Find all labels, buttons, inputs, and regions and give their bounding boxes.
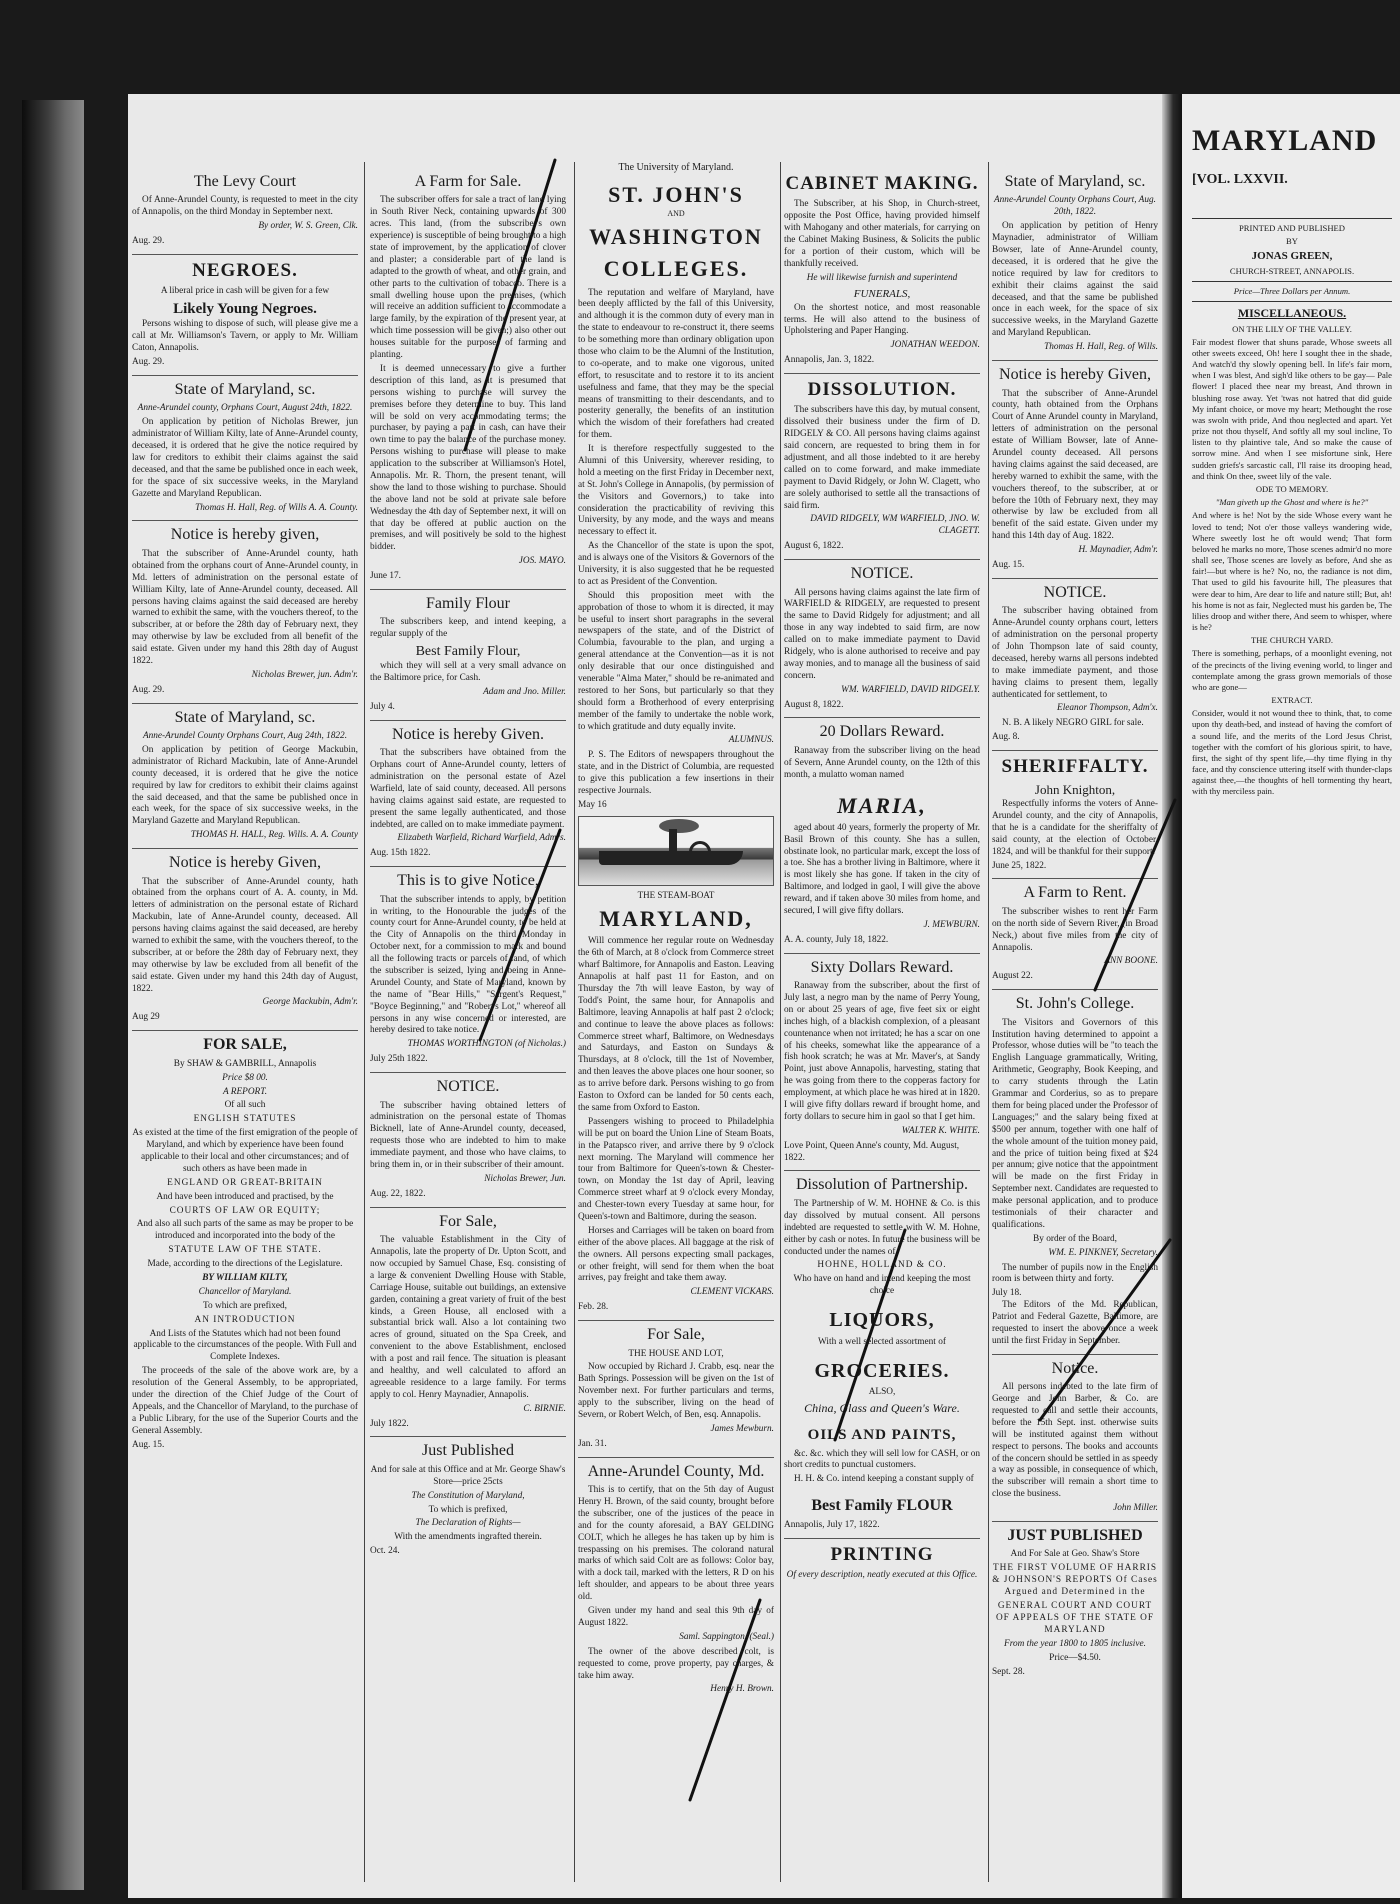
steamboat-text-3: Horses and Carriages will be taken on board from either of the above places. All baggage at the risk of the owners. All persons expecting small packages, or other freight, will send for them when the boat arrives, pay freight and take them away.: [578, 1225, 774, 1284]
farm-sale-text: The subscriber offers for sale a tract of land lying in South River Neck, containing upwards of 300 acres. This land, (from the subscriber's own experience) is susceptible of being brought to a high state of improvement, by the application of clover and plaster; a considerable part of the land is adapted to the growth of wheat, and other grain, and other parts to the cultivation of tobacco. There is a small dwelling house upon the premises, (which will receive an addition sufficient to accommodate a large family, by the expiration of the present year, at which time possession will be given;) also other out houses suitable for the purposes of farming and planting.: [370, 195, 566, 361]
estray-text-2: Given under my hand and seal this 9th day of August 1822.: [578, 1606, 774, 1628]
publisher-name: JONAS GREEN,: [1251, 250, 1333, 263]
college-by-order: By order of the Board,: [1033, 1233, 1117, 1244]
family-flour-subheading: Best Family Flour,: [415, 644, 521, 660]
steamboat-illustration: [578, 816, 774, 886]
for-sale-house-heading: For Sale,: [370, 1207, 566, 1232]
hull-shape: [599, 851, 743, 865]
family-flour-signature: Adam and Jno. Miller.: [483, 686, 566, 697]
notice-text-2: That the subscriber of Anne-Arundel county, hath obtained from the orphans court of A. A. county, in Md. letters of administration on the personal estate of Richard Mackubin, late of Anne-Arundel county, deceased. All persons having claims against the said deceased, are hereby warned to exhibit the same, with the vouchers thereof, to the subscriber, at or before the 28th day of February next, they may otherwise by law be excluded from all benefit of the said estate. Given under my hand this 24th day of August, 1822.: [132, 876, 358, 994]
for-sale-house-date: July 1822.: [370, 1418, 409, 1429]
for-sale-statute-law: STATUTE LAW OF THE STATE.: [168, 1245, 322, 1256]
farm-rent-text: The subscriber wishes to rent her Farm on the north side of Severn River, (in Broad Neck,) about five miles from the city of Annapolis.: [992, 906, 1158, 953]
state-md-text-2: On application by petition of George Mackubin, administrator of Richard Mackubin, late of Anne-Arundel county deceased, it is ordered that he give the notice required by law for creditors to exhibit their claims against the said deceased, and that the same be published once in each week, for the space of six successive weeks, in the Maryland Gazette and Maryland Republican.: [132, 744, 358, 827]
family-flour-date: July 4.: [370, 701, 395, 712]
estray-heading: Anne-Arundel County, Md.: [578, 1457, 774, 1482]
for-sale-of: Of all such: [224, 1100, 266, 1111]
cabinet-text: The Subscriber, at his Shop, in Church-street, opposite the Post Office, having provided himself with Mahogany and other materials, for carrying on the Cabinet Making Business, & Solicits the public for a portion of their custom, which will be thankfully received.: [784, 199, 980, 269]
printing-text: Of every description, neatly executed at this Office.: [786, 1569, 978, 1580]
column-1: [132, 162, 358, 1882]
notice-heading-1: Notice is hereby given,: [132, 520, 358, 545]
for-sale-price: Price $8 00.: [222, 1072, 268, 1083]
negroes-text: Persons wishing to dispose of such, will please give me a call at Mr. Williamson's Tavern, or apply to Mr. William Caton, Annapolis.: [132, 319, 358, 354]
divider: [1192, 281, 1392, 282]
notice-heading-3: Notice is hereby Given.: [370, 720, 566, 745]
reward-20-name: MARIA,: [837, 792, 927, 818]
notice-heading-2: Notice is hereby Given,: [132, 848, 358, 873]
house-lot-text: Now occupied by Richard J. Crabb, esq. near the Bath Springs. Possession will be given on the 1st of November next. For further particulars and terms, apply to the subscriber, living on the head of Severn, or Robert Welch, of Ben, esq. Annapolis.: [578, 1362, 774, 1420]
extract-text: Consider, would it not wound thee to think, that, to come upon thy death-bed, and instead of having the comfort of a sound life, and the merits of the Lord Jesus Christ, together with the comfort of his glorious spirit, to have, first, the sight of thy spent life,—thy time flying in thy face, and thy conscience uttering itself with thunder-claps against thee,—the thoughts of hell tormenting thy heart, with thy merciless pain.: [1192, 708, 1392, 797]
state-md-signature-2: THOMAS H. HALL, Reg. Wills. A. A. County: [190, 830, 358, 841]
levy-court-signature: By order, W. S. Green, Clk.: [258, 221, 358, 232]
university-ps: P. S. The Editors of newspapers throughout the state, and in the District of Columbia, are requested to give this publication a few insertions in their respective Journals.: [578, 750, 774, 797]
notice-signature-5: WM. WARFIELD, DAVID RIDGELY.: [841, 684, 980, 695]
column-3: [578, 162, 774, 1882]
column-5: [992, 162, 1158, 1882]
partnership-flour: Best Family FLOUR: [811, 1497, 953, 1515]
printing-heading: PRINTING: [784, 1538, 980, 1567]
divider: [1192, 218, 1392, 219]
dissolution-text: The subscribers have this day, by mutual consent, dissolved their business under the firm of D. RIDGELY & CO. All persons having claims against said concern, are requested to bring them in for adjustment, and all those indebted to it are hereby called on to come forward, and make immediate payment to David Ridgely, or John W. Clagett, who are solely authorised to settle all the transactions of said firm.: [784, 405, 980, 511]
poem-lily-text: Fair modest flower that shuns parade, Whose sweets all other sweets exceed, Oh! here I sought thee in the shade, And watch'd thy slowly opening bell. In life's fair morn, when I was blest, And sigh'd like others to be gay— Pale flower! I placed thee near my breast, And thrown in blushing rose away. Yet 'twas not hatred that did guide My infant choice, or move my heart; Methought the rose was swoln with pride, And thou neglected and apart. Yet prize not thou thyself, And softly all my soul incline, To listen to thy plaintive tale, And so make the cause of sorrow mine. And when I see misfortune sink, Here sudden griefs's sarcastic call, I'll raise its drooping head, and think On thee, sweet lily of the vale.: [1192, 336, 1392, 481]
university-text-3: As the Chancellor of the state is upon the spot, and is always one of the Visitors & Governors of the University, it is also suggested that he be requested to act as President of the Convention.: [578, 541, 774, 587]
partnership-text-4: &c. &c. which they will sell low for CASH, or on short credits to punctual customers.: [784, 1448, 980, 1471]
sheriffalty-date: June 25, 1822.: [992, 860, 1047, 871]
dissolution-signature: DAVID RIDGELY, WM WARFIELD, JNO. W. CLAGETT.: [810, 514, 980, 537]
reward-60-signature: WALTER K. WHITE.: [901, 1125, 980, 1136]
partnership-text-5: H. H. & Co. intend keeping a constant supply of: [794, 1474, 974, 1485]
for-sale-heading: FOR SALE,: [132, 1030, 358, 1055]
for-sale-introduction: AN INTRODUCTION: [194, 1314, 296, 1325]
for-sale-house-text: The valuable Establishment in the City of Annapolis, late the property of Dr. Upton Scott, and now occupied by Samuel Chase, Esq. consisting of a large & convenient Dwelling House with Stable, Carriage House, suitable out buildings, an extensive garden, containing a great variety of fruit of the best kinds, a Green House, all enclosed with a substantial brick wall. Also a lot containing two acres of ground, situated on the Spa Creek, and convenient to the above Establishment, enclosed with a post and rail fence. The situation is pleasant and healthy, and well calculated to afford an agreeable residence to a large family. For terms apply to col. Henry Maynadier, Annapolis.: [370, 1235, 566, 1400]
sheriffalty-name: John Knighton,: [1034, 782, 1116, 798]
for-sale-england: ENGLAND OR GREAT-BRITAIN: [167, 1177, 323, 1188]
reward-60-text: Ranaway from the subscriber, about the first of July last, a negro man by the name of Perry Young, on or about 25 years of age, five feet six or eight inches high, of a blackish complexion, of a pleasant countenance when not irritated; he has a scar on one of his cheeks, somewhat like the appearance of a fish hook scratch; he was at Mr. Maver's, at Sandy Point, just above Annapolis, harvesting, stating that he was going from there to the copperas factory for employment, at which place he was hired at in 1820. I will give fifty dollars reward if brought home, and forty dollars to secure him in gaol so that I get him.: [784, 981, 980, 1122]
notice-heading-5: NOTICE.: [784, 559, 980, 584]
farm-rent-date: August 22.: [992, 971, 1033, 982]
for-sale-courts: COURTS OF LAW OR EQUITY;: [169, 1205, 321, 1216]
notice-date-4: Aug. 22, 1822.: [370, 1188, 426, 1199]
negroes-heading: NEGROES.: [132, 254, 358, 283]
partnership-also: ALSO,: [868, 1387, 896, 1398]
notice-date-1: Aug. 29.: [132, 684, 165, 695]
publisher-street: CHURCH-STREET, ANNAPOLIS.: [1229, 265, 1355, 276]
state-md-heading-1: State of Maryland, sc.: [132, 375, 358, 400]
for-sale-date: Aug. 15.: [132, 1439, 165, 1450]
university-text: The reputation and welfare of Maryland, have been deeply afflicted by the fall of this University, and although it is the common duty of every man in the state to endeavour to re-construct it, there seems to be something more than ordinary obligation upon those who claim to be the Alumni of the Institution, to co-operate, and to make one vigorous, united effort, to resuscitate and to restore it to its ancient usefulness and fame, that they may be the special means of transmitting to their descendants, and to posterity generally, the benefits of an institution which the wisdom of their forefathers had created for them.: [578, 287, 774, 441]
book-binding: [22, 100, 84, 1890]
reports-text-2: THE FIRST VOLUME OF HARRIS & JOHNSON'S REPORTS Of Cases Argued and Determined in the: [992, 1563, 1158, 1598]
partnership-date: Annapolis, July 17, 1822.: [784, 1519, 880, 1530]
notice-text-7: The subscriber having obtained from Anne-Arundel county orphans court, letters of administration on the personal property of John Thompson late of said county, deceased, hereby warns all persons indebted to make immediate payment, and those having claims to present them, legally authenticated for settlement, to: [992, 606, 1158, 700]
for-sale-report: A REPORT.: [222, 1086, 268, 1097]
cabinet-date: Annapolis, Jan. 3, 1822.: [784, 355, 875, 366]
partnership-heading: Dissolution of Partnership.: [784, 1170, 980, 1195]
farm-sale-date: June 17.: [370, 571, 401, 582]
volume-number: [VOL. LXXVII.: [1192, 172, 1288, 187]
state-md-heading-2: State of Maryland, sc.: [132, 703, 358, 728]
college-date: July 18.: [992, 1288, 1022, 1299]
church-yard-text: There is something, perhaps, of a moonlight evening, not of the precincts of the living evening world, to linger and contemplate among the grass grown memorials of those who are gone—: [1192, 648, 1392, 692]
notice-signature-6: H. Maynadier, Adm'r.: [1078, 545, 1158, 556]
notice-text-4: The subscriber having obtained letters of administration on the personal estate of Thomas Bicknell, late of Anne-Arundel county, deceased, requests those who are indebted to him to make immediate payment, and those who have claims, to bring them in, or in their subscriber of their amount.: [370, 1100, 566, 1171]
right-column: [1192, 214, 1392, 800]
for-sale-author: BY WILLIAM KILTY,: [202, 1272, 288, 1283]
reports-heading: JUST PUBLISHED: [992, 1521, 1158, 1546]
farm-rent-signature: ANN BOONE.: [1104, 956, 1158, 967]
partnership-text: The Partnership of W. M. HOHNE & Co. is this day dissolved by mutual consent. All persons indebted are requested to settle with W. M. Hohne, either by cash or notes. In future the business will be conducted under the names of: [784, 1198, 980, 1257]
extract-title: EXTRACT.: [1271, 695, 1313, 706]
for-sale-statutes: ENGLISH STATUTES: [193, 1114, 297, 1125]
family-flour-text: which they will sell at a very small advance on the Baltimore price, for Cash.: [370, 661, 566, 684]
for-sale-made: Made, according to the directions of the Legislature.: [147, 1259, 343, 1270]
negroes-subheading: Likely Young Negroes.: [173, 301, 317, 318]
house-lot-signature: James Mewburn.: [710, 1423, 774, 1434]
just-published-constitution: The Constitution of Maryland,: [411, 1490, 525, 1501]
estray-text-3: The owner of the above described colt, is requested to come, prove property, pay charges, & take him away.: [578, 1646, 774, 1681]
partnership-groceries: GROCERIES.: [814, 1359, 950, 1382]
column-rule: [364, 162, 365, 1882]
reward-20-date: A. A. county, July 18, 1822.: [784, 934, 889, 945]
college-text: The Visitors and Governors of this Institution having determined to appoint a Professor, whose duties will be "to teach the English Language grammatically, Writing, Arithmetic, Geography, Book Keeping, and to carry students through the Latin Grammar and Corderius, so as to prepare them for being placed under the Professor of Languages;" and the salary being fixed at $500 per annum, together with one half of the whole amount of the tuition money paid, and the price of tuition being fixed at $24 per annum; give notice that the appointment will be made on the first Friday in September next. Candidates are requested to make personal application, and to produce testimonials of their character and qualifications.: [992, 1017, 1158, 1230]
for-sale-text: As existed at the time of the first emigration of the people of Maryland, and which by experience have been found applicable to their local and other circumstances; and of such others as have been made in: [132, 1128, 358, 1174]
notice-signature-1: Nicholas Brewer, jun. Adm'r.: [251, 669, 358, 680]
column-4: [784, 162, 980, 1882]
state-md-court-1: Anne-Arundel county, Orphans Court, August 24th, 1822.: [137, 403, 353, 414]
reward-20-text: Ranaway from the subscriber living on the head of Severn, Anne Arundel county, on the 12th of this month, a mulatto woman named: [784, 745, 980, 780]
give-notice-text: That the subscriber intends to apply, by petition in writing, to the Honourable the judges of the county court for Anne-Arundel county, to be held at the City of Annapolis on the third Monday in October next, for a commission to mark and bound all the following tracts or parcels of land, of which the subscriber is seized, lying and being in Anne-Arundel County, and State of Maryland, known by the name of "Bear Hills," "Sargent's Request," "Boyce Beginning," and "Robert's Lot," whereof all persons in any wise concerned or interested, are hereby desired to take notice.: [370, 894, 566, 1036]
notice-date-7: Aug. 8.: [992, 732, 1020, 743]
newspaper-page-right: [1182, 94, 1400, 1898]
house-lot-date: Jan. 31.: [578, 1438, 607, 1449]
estray-text: This is to certify, that on the 5th day of August Henry H. Brown, of the said county, brought before the subscriber, one of the justices of the peace in and for the county aforesaid, a BAY GELDING COLT, which he alleges he has taken up by him is trespassing on his premises. The colorand natural marks of which said Colt are as follows: Color bay, with a dock tail, marked with the letters, R D on his left shoulder, and appears to be about three years old.: [578, 1485, 774, 1603]
notice-text-6: That the subscriber of Anne-Arundel county, hath obtained from the Orphans Court of Anne Arundel county in Maryland, letters of administration on the personal estate of William Bowser, late of Anne-Arundel county deceased. All persons having claims against the said deceased, are hereby warned to exhibit the same, with the vouchers thereof, to the subscriber, at or before the 10th of February next, they may otherwise by law be excluded from all benefit of the said estate. Given under my hand this 14th day of Aug. 1822.: [992, 388, 1158, 542]
steamboat-signature: CLEMENT VICKARS.: [690, 1287, 774, 1298]
state-md-signature-1: Thomas H. Hall, Reg. of Wills A. A. County.: [195, 502, 358, 513]
college-text-2: The number of pupils now in the English room is between thirty and forty.: [992, 1262, 1158, 1285]
family-flour-heading: Family Flour: [370, 589, 566, 614]
give-notice-signature: THOMAS WORTHINGTON (of Nicholas.): [407, 1039, 566, 1050]
for-sale-chancellor: Chancellor of Maryland.: [198, 1286, 292, 1297]
column-rule: [780, 162, 781, 1882]
university-date: May 16: [578, 799, 607, 810]
notice-text-8: All persons indebted to the late firm of George and John Barber, & Co. are requested to call and settle their accounts, before the 15th Sept. inst. otherwise suits will be instituted against them without respect to persons. The books and accounts of the concern should be settled in as speedy a way as possible, in consequence of which, the subscriber will remain a short time to close the business.: [992, 1382, 1158, 1500]
university-signature: ALUMNUS.: [728, 735, 774, 746]
notice-date-5: August 8, 1822.: [784, 699, 844, 710]
notice-nb-7: N. B. A likely NEGRO GIRL for sale.: [1002, 718, 1144, 729]
for-sale-prefixed: To which are prefixed,: [202, 1300, 288, 1311]
partnership-firm: HOHNE, HOLLAND & CO.: [817, 1260, 947, 1271]
university-text-2: It is therefore respectfully suggested to the Alumni of this University, wherever residing, to hold a meeting on the first Friday in December next, at St. John's College in Annapolis, (by permission of the Visitors and Governors,) to take into consideration the practicability of reviving this University, by any mode, and the ways and means necessary to effect it.: [578, 444, 774, 538]
dissolution-date: August 6, 1822.: [784, 541, 844, 552]
farm-rent-heading: A Farm to Rent.: [992, 878, 1158, 903]
state-md-text-1: On application by petition of Nicholas Brewer, jun administrator of William Kilty, late of Anne-Arundel county, deceased, it is ordered that he give the notice required by law for creditors to exhibit their claims against the said deceased, and that the same be published once in each week, for the space of six successive weeks, in the Maryland Gazette and Maryland Republican.: [132, 417, 358, 499]
just-published-heading: Just Published: [370, 1436, 566, 1461]
notice-signature-8: John Miller.: [1113, 1503, 1158, 1514]
just-published-prefixed: To which is prefixed,: [428, 1504, 508, 1515]
smokestack-shape: [669, 829, 677, 853]
notice-heading-4: NOTICE.: [370, 1072, 566, 1097]
steamboat-date: Feb. 28.: [578, 1302, 609, 1313]
levy-court-date: Aug. 29.: [132, 236, 165, 247]
cabinet-funerals: FUNERALS,: [853, 287, 911, 300]
house-lot-subheading: THE HOUSE AND LOT,: [628, 1348, 724, 1359]
university-title-2: WASHINGTON: [589, 224, 763, 250]
levy-court-text: Of Anne-Arundel County, is requested to meet in the city of Annapolis, on the third Monday in September next.: [132, 195, 358, 218]
notice-heading-8: Notice.: [992, 1354, 1158, 1379]
state-md-signature-3: Thomas H. Hall, Reg. of Wills.: [1044, 342, 1158, 353]
reward-60-date: Love Point, Queen Anne's county, Md. August, 1822.: [784, 1140, 960, 1163]
university-and: AND: [667, 208, 685, 218]
notice-text-5: All persons having claims against the late firm of WARFIELD & RIDGELY, are requested to present the same to David Ridgely for adjustment; and all those in any way indebted to said firm, are now called on to make immediate payment to David Ridgely, who is alone authorised to receive and pay away monies, and to manage all the business of said concern.: [784, 587, 980, 681]
paddle-wheel-shape: [689, 841, 711, 863]
estray-signature-2: Henry H. Brown.: [710, 1684, 774, 1695]
subscription-price: Price—Three Dollars per Annum.: [1233, 285, 1351, 296]
notice-date-2: Aug 29: [132, 1012, 160, 1023]
reports-date: Sept. 28.: [992, 1666, 1025, 1677]
house-lot-heading: For Sale,: [578, 1320, 774, 1345]
notice-date-3: Aug. 15th 1822.: [370, 848, 431, 859]
cabinet-heading: CABINET MAKING.: [785, 173, 979, 194]
notice-heading-6: Notice is hereby Given,: [992, 360, 1158, 385]
reports-text-4: From the year 1800 to 1805 inclusive.: [1004, 1638, 1146, 1649]
steamboat-caption: THE STEAM-BOAT: [637, 889, 715, 900]
by-label: BY: [1286, 236, 1298, 247]
notice-signature-4: Nicholas Brewer, Jun.: [484, 1173, 566, 1184]
reward-60-heading: Sixty Dollars Reward.: [784, 953, 980, 978]
church-yard-title: THE CHURCH YARD.: [1250, 635, 1334, 646]
farm-sale-heading: A Farm for Sale.: [414, 173, 522, 190]
university-title-3: COLLEGES.: [603, 256, 749, 282]
college-signature: WM. E. PINKNEY, Secretary.: [1048, 1247, 1158, 1258]
university-text-4: Should this proposition meet with the approbation of those to whom it is directed, it may be useful to insert short paragraphs in the several newspapers of the state, and of the District of Columbia, favourable to the plan, and urging a general attendance at the Convention—as it is not only desirable that our once distinguished and venerable "Alma Mater," should be re-animated and restored to her Sons, but particularly so that they should form a Brotherhood of every enterprising member of the family to undertake the noble work, to which gratitude and duty equally invite.: [578, 590, 774, 732]
for-sale-proceeds: The proceeds of the sale of the above work are, by a resolution of the General Assembly, to be appropriated, under the direction of the Chief Judge of the Court of Appeals, and the Chancellor of Maryland, to the purchase of a Public Library, for the use of the Superior Courts and the General Assembly.: [132, 1366, 358, 1436]
university-title: ST. JOHN'S: [608, 181, 744, 207]
partnership-liquors: LIQUORS,: [829, 1309, 935, 1332]
poem-lily-title: ON THE LILY OF THE VALLEY.: [1232, 323, 1352, 334]
college-text-3: The Editors of the Md. Republican, Patriot and Federal Gazette, Baltimore, are requested to insert the above once a week until the first Friday in September.: [992, 1300, 1158, 1346]
partnership-text-2: Who have on hand and intend keeping the most choice: [793, 1274, 971, 1297]
poem-memory-epigraph: "Man giveth up the Ghost and where is he?": [1215, 497, 1369, 508]
notice-signature-3: Elizabeth Warfield, Richard Warfield, Admrs.: [397, 833, 566, 844]
column-rule: [574, 162, 575, 1882]
partnership-china: China, Glass and Queen's Ware.: [804, 1401, 960, 1416]
poem-memory-title: ODE TO MEMORY.: [1255, 483, 1329, 494]
cabinet-signature: JONATHAN WEEDON.: [890, 340, 980, 351]
reward-20-heading: 20 Dollars Reward.: [784, 717, 980, 742]
dissolution-heading: DISSOLUTION.: [784, 373, 980, 402]
for-sale-lists: And Lists of the Statutes which had not been found applicable to the circumstances of the people. With Full and Complete Indexes.: [133, 1328, 357, 1363]
steamboat-text: Will commence her regular route on Wednesday the 6th of March, at 8 o'clock from Commerce street wharf Baltimore, for Annapolis and Easton. Leaving Annapolis at half past 11 for Easton, and on Thursday the 7th will leave Easton, by way of Todd's Point, the same hour, for Annapolis and Baltimore, leaving Annapolis at half past 2 o'clock; and continue to leave the above places as follows: Commerce street wharf, Baltimore, on Wednesdays and Saturdays, and Easton on Sundays & Thursdays, at 8 o'clock, till the 1st of November, and then leaves the above places one hour sooner, so as to arrive before dark. Persons wishing to go from Easton to Oxford can be landed for 50 cents each, the same from Oxford to Easton.: [578, 936, 774, 1113]
for-sale-house-signature: C. BIRNIE.: [523, 1403, 566, 1414]
partnership-text-3: With a well selected assortment of: [818, 1336, 946, 1347]
smoke-shape: [659, 819, 699, 833]
state-md-court-2: Anne-Arundel County Orphans Court, Aug 24th, 1822.: [142, 731, 348, 742]
reward-20-signature: J. MEWBURN.: [923, 919, 980, 930]
family-flour-lead: The subscribers keep, and intend keeping, a regular supply of the: [370, 617, 566, 640]
just-published-date: Oct. 24.: [370, 1546, 400, 1557]
estray-signature: Saml. Sappington, (Seal.): [679, 1631, 774, 1642]
for-sale-text-2: And have been introduced and practised, by the: [156, 1191, 334, 1202]
cabinet-text-2: He will likewise furnish and superintend: [806, 272, 958, 283]
masthead: MARYLAND: [1192, 124, 1378, 157]
farm-sale-text-2: It is deemed unnecessary to give a further description of this land, as it is presumed that persons wishing to purchase will survey the premises before they determine to buy. This land will be sold on very accommodating terms; the purchaser, by paying a part in cash, can have their own time to pay the balance of the purchase money. Persons wishing to purchase will please to make application to the subscriber at Williamson's Hotel, Annapolis. Mr. R. Thorn, the present tenant, will show the land to those wishing to purchase. Should the above land not be sold at private sale before Wednesday the 4th day of September next, it will on that day be offered at public auction on the premises, and will positively be sold to the highest bidder.: [370, 363, 566, 553]
just-published-declaration: The Declaration of Rights—: [415, 1518, 521, 1529]
column-2: [370, 162, 566, 1882]
divider: [1192, 301, 1392, 302]
notice-signature-2: George Mackubin, Adm'r.: [262, 997, 358, 1008]
sheriffalty-heading: SHERIFFALTY.: [992, 750, 1158, 779]
poem-memory-text: And where is he! Not by the side Whose every want he loved to tend; Not o'er those valleys wandering wide, Where sweetly lost he oft would wend; That form beloved he marks no more, Those scenes admir'd no more shall see, Those scenes are lovely as before, And she as fair!—but where is he? No, no, the radiance is not dim, That used to gild his favourite hill, The pleasures that were dear to him, Are dear to life and nature still; But, ah! his home is not as fair, Neglected must his garden be, The lilies droop and wither there, And seem to whisper, where is he?: [1192, 510, 1392, 633]
notice-heading-7: NOTICE.: [992, 578, 1158, 603]
sheriffalty-text: Respectfully informs the voters of Anne-Arundel county, and the city of Annapolis, that he is a candidate for the sheriffalty of said county, at the election of October, 1824, and will be thankful for their support.: [992, 799, 1158, 857]
reports-price: Price—$4.50.: [1049, 1652, 1101, 1663]
printed-by-label: PRINTED AND PUBLISHED: [1239, 223, 1345, 233]
steamboat-title: MARYLAND,: [599, 906, 753, 932]
column-rule: [988, 162, 989, 1882]
give-notice-heading: This is to give Notice,: [370, 866, 566, 891]
college-heading: St. John's College.: [992, 989, 1158, 1014]
negroes-lead: A liberal price in cash will be given for a few: [160, 286, 330, 297]
negroes-date: Aug. 29.: [132, 357, 165, 368]
page-gutter: [1162, 94, 1182, 1898]
levy-court-heading: The Levy Court: [193, 173, 297, 190]
farm-sale-signature: JOS. MAYO.: [518, 556, 566, 567]
cabinet-text-3: On the shortest notice, and most reasonable terms. He will also attend to the business of Upholstering and Paper Hanging.: [784, 302, 980, 337]
just-published-text-2: With the amendments ingrafted therein.: [394, 1532, 542, 1543]
miscellaneous-heading: MISCELLANEOUS.: [1237, 305, 1347, 320]
newspaper-page-left: [128, 94, 1162, 1898]
notice-text-1: That the subscriber of Anne-Arundel county, hath obtained from the orphans court of Anne-Arundel county, in Md. letters of administration on the personal estate of William Kilty, late of Anne-Arundel county, deceased. All persons having claims against the said deceased are hereby warned to exhibit the same, with the vouchers thereof, to the subscriber, at or before the 28th day of February next, they may otherwise by law be excluded from all benefit of the said estate. Given under my hand this 28th day of August 1822.: [132, 548, 358, 666]
notice-signature-7: Eleanor Thompson, Adm'x.: [1057, 703, 1158, 714]
steamboat-text-2: Passengers wishing to proceed to Philadelphia will be put on board the Union Line of Steam Boats, in the Patapsco river, and arrive there by 9 o'clock next morning. The Maryland will commence her tour from Baltimore for Queen's-town & Chester-town, on Monday the 1st day of April, leaving Commerce street wharf at 9 o'clock every Monday, and Chester-town every Tuesday at same hour, for Queen's-town and Baltimore, during the season.: [578, 1116, 774, 1222]
for-sale-text-3: And also all such parts of the same as may be proper to be introduced and incorporated into the body of the: [136, 1219, 354, 1242]
just-published-text: And for sale at this Office and at Mr. George Shaw's Store—price 25cts: [370, 1464, 566, 1487]
state-md-court-3: Anne-Arundel County Orphans Court, Aug. 20th, 1822.: [993, 195, 1156, 218]
state-md-heading-3: State of Maryland, sc.: [1004, 173, 1146, 190]
reward-20-text-2: aged about 40 years, formerly the property of Mr. Basil Brown of this county. She has a sullen, obstinate look, no particular mark, except the loss of a toe. She has a brother living in Baltimore, where it is most likely she has gone. If taken in the city of Baltimore, and lodged in gaol, I will give the above reward, and if taken above 30 miles from home, and secured, I will give fifty dollars.: [784, 822, 980, 916]
university-top: The University of Maryland.: [618, 162, 734, 173]
notice-text-3: That the subscribers have obtained from the Orphans court of Anne-Arundel county, letters of administration on the personal estate of Azel Warfield, late of said county, deceased. All persons having claims against said estate, are requested to present the same legally authenticated, and those indebted, are called on to make immediate payment.: [370, 748, 566, 830]
reports-text: And For Sale at Geo. Shaw's Store: [1010, 1549, 1140, 1560]
state-md-text-3: On application by petition of Henry Maynadier, administrator of William Bowser, late of Anne-Arundel county, deceased, it is ordered that he give the notice required by law for creditors to exhibit their claims against the said deceased, and that the same be published once in each week, for the space of six successive weeks, in the Maryland Gazette and Maryland Republican.: [992, 221, 1158, 339]
partnership-oils: OILS AND PAINTS,: [807, 1427, 957, 1444]
notice-date-6: Aug. 15.: [992, 559, 1025, 570]
for-sale-by: By SHAW & GAMBRILL, Annapolis: [173, 1058, 317, 1069]
give-notice-date: July 25th 1822.: [370, 1054, 428, 1065]
reports-text-3: GENERAL COURT AND COURT OF APPEALS OF THE STATE OF MARYLAND: [995, 1601, 1155, 1635]
